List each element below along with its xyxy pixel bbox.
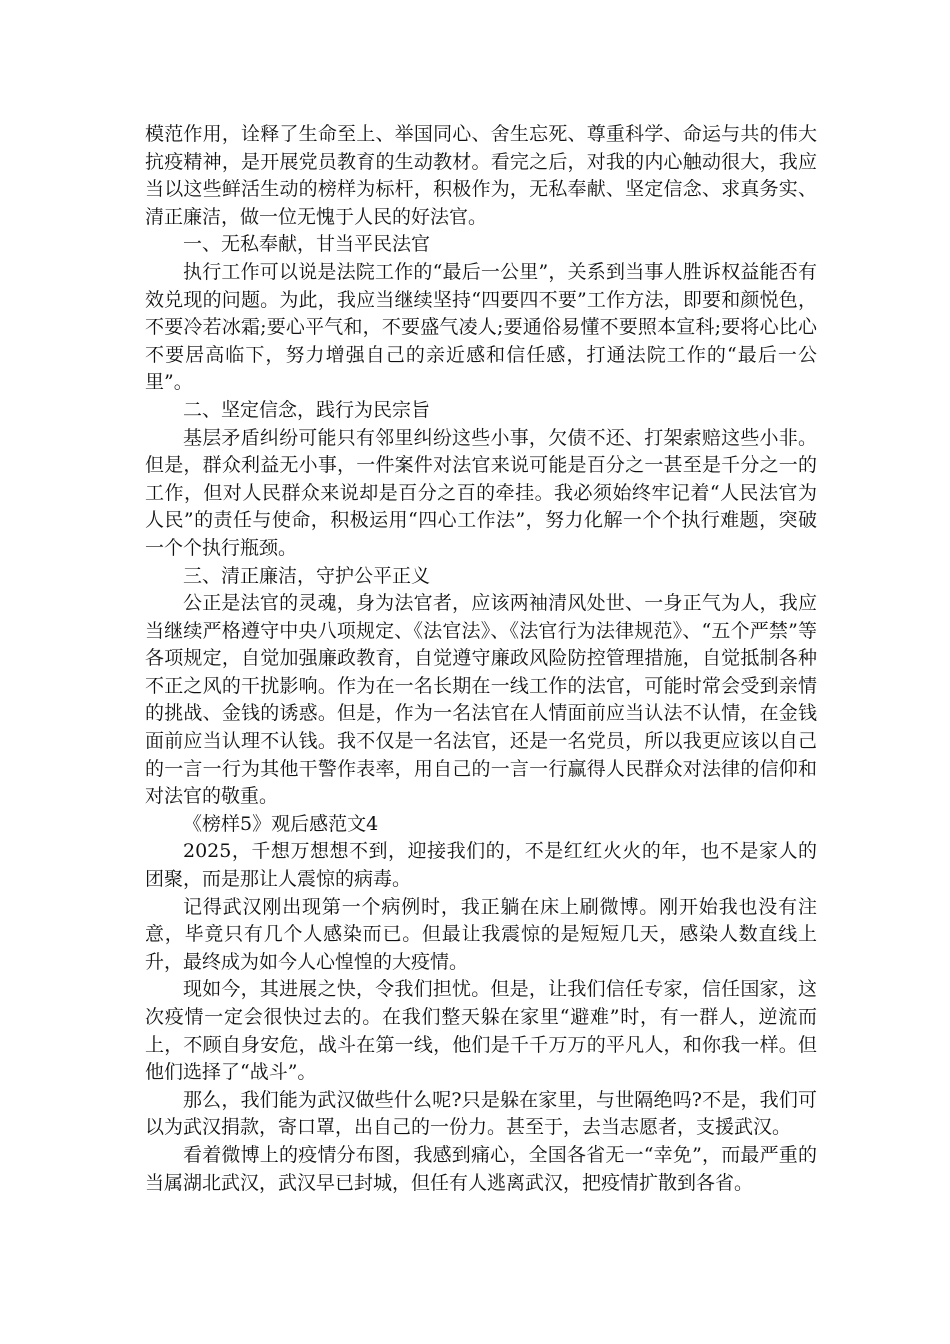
section-heading-2: 二、坚定信念，践行为民宗旨 <box>183 398 431 421</box>
paragraph: 公正是法官的灵魂，身为法官者，应该两袖清风处世、一身正气为人，我应当继续严格遵守中央八项规定、《法官法》、《法官行为法律规范》、“五个严禁”等各项规定，自觉加强廉政教育，自觉遵守廉政风险防控管理措施，自觉抵制各种不正之风的干扰影响。作为在一名长期在一线工作的法官，可能时常会受到亲情的挑战、金钱的诱惑。但是，作为一名法官在人情面前应当认法不认情，在金钱面前应当认理不认钱。我不仅是一名法官，还是一名党员，所以我更应该以自己的一言一行为其他干警作表率，用自己的一言一行赢得人民群众对法律的信仰和对法官的敬重。 <box>145 592 817 808</box>
section-heading-3: 三、清正廉洁，守护公平正义 <box>183 564 431 587</box>
paragraph: 2025，千想万想想不到，迎接我们的，不是红红火火的年，也不是家人的团聚，而是那让人震惊的病毒。 <box>145 840 817 891</box>
paragraph: 看着微博上的疫情分布图，我感到痛心，全国各省无一“幸免”，而最严重的当属湖北武汉，武汉早已封城，但任有人逃离武汉，把疫情扩散到各省。 <box>145 1143 817 1194</box>
paragraph: 现如今，其进展之快，令我们担忧。但是，让我们信任专家，信任国家，这次疫情一定会很快过去的。在我们整天躲在家里“避难”时，有一群人，逆流而上，不顾自身安危，战斗在第一线，他们是千千万万的平凡人，和你我一样。但他们选择了“战斗”。 <box>145 978 817 1084</box>
paragraph: 记得武汉刚出现第一个病例时，我正躺在床上刷微博。刚开始我也没有注意，毕竟只有几个人感染而已。但最让我震惊的是短短几天，感染人数直线上升，最终成为如今人心惶惶的大疫情。 <box>145 895 817 973</box>
paragraph-continuation: 模范作用，诠释了生命至上、举国同心、舍生忘死、尊重科学、命运与共的伟大抗疫精神，是开展党员教育的生动教材。看完之后，对我的内心触动很大，我应当以这些鲜活生动的榜样为标杆，积极作为，无私奉献、坚定信念、求真务实、清正廉洁，做一位无愧于人民的好法官。 <box>145 123 817 228</box>
paragraph: 那么，我们能为武汉做些什么呢?只是躲在家里，与世隔绝吗?不是，我们可以为武汉捐款，寄口罩，出自己的一份力。甚至于，去当志愿者，支援武汉。 <box>145 1088 817 1139</box>
document-body <box>145 121 817 1197</box>
section-heading-1: 一、无私奉献，甘当平民法官 <box>183 233 431 256</box>
article-title: 《榜样5》观后感范文4 <box>183 812 379 835</box>
paragraph: 基层矛盾纠纷可能只有邻里纠纷这些小事，欠债不还、打架索赔这些小非。但是，群众利益无小事，一件案件对法官来说可能是百分之一甚至是千分之一的工作，但对人民群众来说却是百分之百的牵挂。我必须始终牢记着“人民法官为人民”的责任与使命，积极运用“四心工作法”，努力化解一个个执行难题，突破一个个执行瓶颈。 <box>145 426 817 559</box>
paragraph: 执行工作可以说是法院工作的“最后一公里”，关系到当事人胜诉权益能否有效兑现的问题。为此，我应当继续坚持“四要四不要”工作方法，即要和颜悦色，不要冷若冰霜;要心平气和，不要盛气凌人;要通俗易懂不要照本宣科;要将心比心不要居高临下，努力增强自己的亲近感和信任感，打通法院工作的“最后一公里”。 <box>145 260 817 394</box>
